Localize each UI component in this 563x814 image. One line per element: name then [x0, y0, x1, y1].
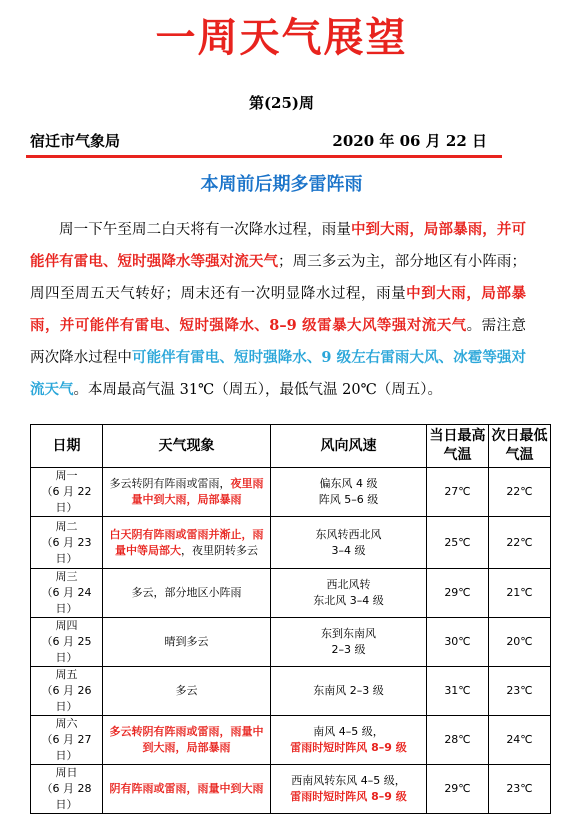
table-row [31, 667, 551, 716]
weekday: 周三 [55, 570, 78, 583]
table-row [31, 468, 551, 517]
cell-wind [271, 517, 427, 569]
cell-weather [103, 468, 271, 517]
cell-wind [271, 765, 427, 814]
cell-high-temp: 29℃ [427, 765, 489, 814]
cell-wind-text: 雷雨时短时阵风 8–9 级 [290, 741, 407, 754]
weekday: 周日 [55, 766, 78, 779]
cell-wind-text: 雷雨时短时阵风 8–9 级 [290, 790, 407, 803]
issue-date: 2020 年 06 月 22 日 [332, 132, 487, 150]
summary-segment: 可能伴有雷电、短时强降水、9 级左右雷雨大风、冰雹等强对流天气 [30, 349, 526, 398]
calendar-date: （6 月 28 日） [41, 782, 92, 811]
cell-weather-text: 多云，部分地区小阵雨 [131, 586, 242, 599]
weekday: 周五 [55, 668, 78, 681]
summary-segment: 中到大雨，局部暴雨，并可能伴有雷电、短时强降水、8–9 级雷暴大风等强对流天气 [30, 285, 526, 334]
table-row [31, 618, 551, 667]
weekly-forecast-table [30, 424, 551, 814]
cell-low-temp: 23℃ [489, 765, 551, 814]
table-row [31, 569, 551, 618]
table-header-row [31, 425, 551, 468]
cell-wind-text: 南风 4–5 级， [313, 725, 384, 738]
cell-weather [103, 569, 271, 618]
header-weather: 天气现象 [103, 425, 271, 468]
cell-wind [271, 618, 427, 667]
cell-low-temp: 21℃ [489, 569, 551, 618]
cell-date [31, 618, 103, 667]
cell-wind [271, 716, 427, 765]
cell-high-temp: 27℃ [427, 468, 489, 517]
cell-low-temp: 22℃ [489, 468, 551, 517]
cell-weather-text: 阴有阵雨或雷雨，雨量中到大雨 [109, 782, 264, 795]
calendar-date: （6 月 27 日） [41, 733, 92, 762]
calendar-date: （6 月 26 日） [41, 684, 92, 713]
cell-date [31, 517, 103, 569]
summary-segment: 中到大雨，局部暴雨，并可能伴有雷电、短时强降水等强对流天气 [30, 221, 527, 270]
cell-weather [103, 716, 271, 765]
cell-weather [103, 618, 271, 667]
cell-wind-text: 东到东南风 [321, 627, 376, 640]
weekday: 周六 [55, 717, 78, 730]
cell-weather-text: 多云转阴有阵雨或雷雨，雨量中到大雨，局部暴雨 [109, 725, 264, 754]
issue-number: 第(25)周 [248, 94, 315, 112]
cell-weather [103, 517, 271, 569]
issuing-organization: 宿迁市气象局 [30, 132, 121, 150]
calendar-date: （6 月 25 日） [41, 635, 92, 664]
cell-date [31, 468, 103, 517]
weekday: 周一 [55, 469, 78, 482]
cell-high-temp: 25℃ [427, 517, 489, 569]
cell-wind [271, 569, 427, 618]
cell-wind-text: 东北风 3–4 级 [313, 594, 384, 607]
calendar-date: （6 月 22 日） [41, 485, 92, 514]
cell-wind-text: 偏东风 4 级 [319, 477, 378, 490]
header-date: 日期 [31, 425, 103, 468]
summary-segment: 。需注意两次降水过程中 [30, 318, 526, 366]
cell-low-temp: 24℃ [489, 716, 551, 765]
cell-weather-text: ，夜里阴转多云 [181, 543, 258, 557]
cell-weather-text: 晴到多云 [164, 635, 209, 648]
cell-weather-text: 多云 [175, 684, 198, 697]
cell-weather-text: 夜里雨量中到大雨，局部暴雨 [131, 477, 264, 506]
page-title: 一周天气展望 [155, 15, 408, 61]
summary-segment: 周一下午至周二白天将有一次降水过程，雨量 [59, 222, 351, 238]
cell-low-temp: 20℃ [489, 618, 551, 667]
cell-low-temp: 23℃ [489, 667, 551, 716]
header-divider [26, 155, 502, 158]
header-low-temp: 次日最低气温 [489, 425, 551, 468]
summary-segment: 。本周最高气温 31℃（周五），最低气温 20℃（周五）。 [73, 382, 443, 398]
forecast-headline: 本周前后期多雷阵雨 [200, 174, 363, 195]
cell-date [31, 569, 103, 618]
cell-wind [271, 468, 427, 517]
table-row [31, 517, 551, 569]
weekday: 周四 [55, 619, 78, 632]
table-row [31, 716, 551, 765]
cell-wind-text: 阵风 5–6 级 [318, 493, 379, 506]
weekday: 周二 [55, 519, 78, 533]
forecast-summary [30, 214, 526, 406]
cell-wind [271, 667, 427, 716]
cell-wind-text: 3–4 级 [331, 543, 366, 557]
cell-date [31, 716, 103, 765]
calendar-date: （6 月 24 日） [41, 586, 92, 615]
cell-wind-text: 2–3 级 [331, 643, 366, 656]
cell-weather-text: 多云转阴有阵雨或雷雨， [109, 477, 231, 490]
cell-high-temp: 30℃ [427, 618, 489, 667]
cell-wind-text: 西北风转 [326, 578, 371, 591]
cell-weather [103, 667, 271, 716]
header-wind: 风向风速 [271, 425, 427, 468]
calendar-date: （6 月 23 日） [41, 535, 92, 565]
cell-date [31, 765, 103, 814]
cell-weather-text: 白天阴有阵雨或雷雨并渐止，雨量中等局部大 [109, 527, 264, 557]
cell-wind-text: 东南风 2–3 级 [313, 684, 384, 697]
cell-wind-text: 西南风转东风 4–5 级， [291, 774, 406, 787]
cell-weather [103, 765, 271, 814]
cell-high-temp: 28℃ [427, 716, 489, 765]
cell-low-temp: 22℃ [489, 517, 551, 569]
header-high-temp: 当日最高气温 [427, 425, 489, 468]
cell-date [31, 667, 103, 716]
summary-segment: ；周三多云为主，部分地区有小阵雨；周四至周五天气转好；周末还有一次明显降水过程，雨量 [30, 254, 527, 302]
cell-high-temp: 31℃ [427, 667, 489, 716]
cell-wind-text: 东风转西北风 [315, 527, 382, 541]
cell-high-temp: 29℃ [427, 569, 489, 618]
table-row [31, 765, 551, 814]
